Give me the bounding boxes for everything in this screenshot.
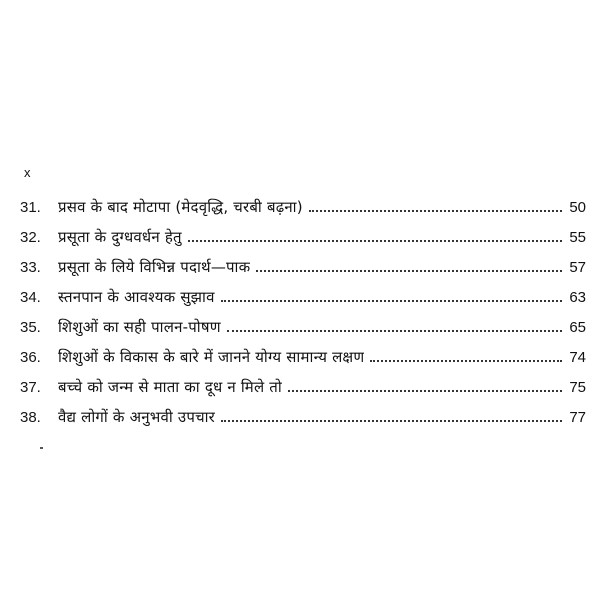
toc-entry[interactable] (20, 257, 586, 287)
toc-entry-page: 50 (569, 199, 586, 216)
toc-entry-page: 57 (569, 259, 586, 276)
dot-leader (288, 390, 562, 392)
toc-entry[interactable] (20, 287, 586, 317)
toc-entry-number: 35. (20, 319, 41, 336)
dot-leader (370, 360, 562, 362)
dot-leader (221, 300, 562, 302)
toc-entry-page: 77 (569, 409, 586, 426)
toc-entry-page: 75 (569, 379, 586, 396)
toc-entry[interactable] (20, 317, 586, 347)
dot-leader (188, 240, 562, 242)
toc-entry-page: 63 (569, 289, 586, 306)
toc-entry-title: वैद्य लोगों के अनुभवी उपचार (58, 408, 216, 426)
toc-entry-page: 55 (569, 229, 586, 246)
toc-entry-title: बच्चे को जन्म से माता का दूध न मिले तो (58, 378, 282, 396)
toc-entry-page: 74 (569, 349, 586, 366)
table-of-contents (20, 197, 586, 437)
toc-entry[interactable] (20, 407, 586, 437)
stray-ink-mark (40, 447, 43, 449)
toc-entry-title: शिशुओं के विकास के बारे में जानने योग्य सामान्य लक्षण (58, 348, 365, 366)
toc-entry[interactable] (20, 377, 586, 407)
dot-leader (227, 330, 562, 332)
toc-entry-number: 34. (20, 289, 41, 306)
toc-entry[interactable] (20, 197, 586, 227)
dot-leader (221, 420, 562, 422)
dot-leader (256, 270, 562, 272)
toc-entry[interactable] (20, 347, 586, 377)
toc-entry[interactable] (20, 227, 586, 257)
toc-entry-number: 31. (20, 199, 41, 216)
toc-entry-title: प्रसूता के लिये विभिन्न पदार्थ—पाक (58, 258, 251, 276)
toc-entry-number: 32. (20, 229, 41, 246)
toc-entry-title: स्तनपान के आवश्यक सुझाव (58, 288, 215, 306)
page-number-marker: x (24, 165, 31, 180)
toc-entry-number: 36. (20, 349, 41, 366)
toc-entry-number: 33. (20, 259, 41, 276)
dot-leader (309, 210, 562, 212)
toc-entry-number: 37. (20, 379, 41, 396)
toc-entry-title: शिशुओं का सही पालन-पोषण (58, 318, 221, 336)
toc-entry-number: 38. (20, 409, 41, 426)
toc-entry-page: 65 (569, 319, 586, 336)
toc-entry-title: प्रसव के बाद मोटापा (मेदवृद्धि, चरबी बढ़ना) (58, 198, 303, 216)
toc-entry-title: प्रसूता के दुग्धवर्धन हेतु (58, 228, 182, 246)
